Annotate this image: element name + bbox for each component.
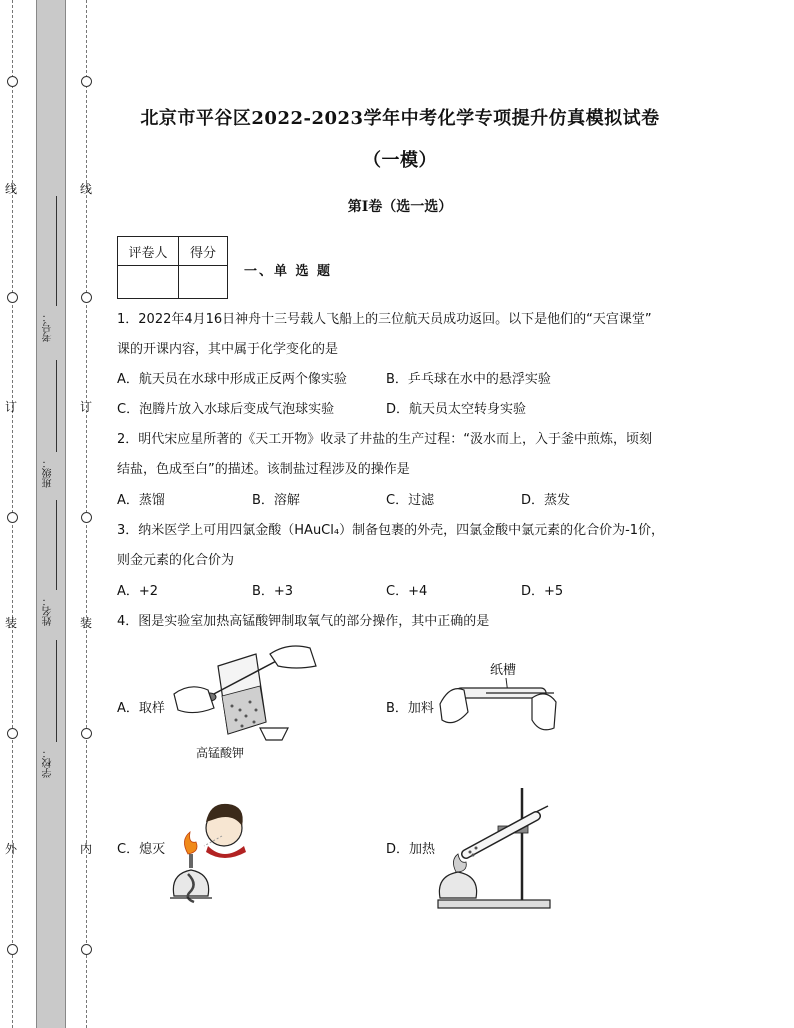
margin-char: 外 — [4, 842, 17, 856]
score-table-grader-cell — [118, 266, 179, 299]
q1-option-a: A．航天员在水球中形成正反两个像实验 — [117, 372, 347, 387]
score-table-header-grader: 评卷人 — [118, 237, 179, 266]
field-exam-number-line — [56, 196, 57, 306]
q4-option-a: A．取样 — [117, 701, 165, 716]
field-class-line — [56, 360, 57, 452]
q2-stem: 2．明代宋应星所著的《天工开物》收录了井盐的生产过程：“汲水而上，入于釜中煎炼，顷刻 — [117, 432, 653, 447]
binding-hole — [7, 76, 18, 87]
field-school-line — [56, 640, 57, 742]
q4-option-c: C．熄灭 — [117, 842, 166, 857]
paper-trough-label: 纸槽 — [490, 663, 517, 678]
field-exam-number: 考号： — [43, 312, 54, 342]
margin-char: 线 — [79, 182, 92, 196]
q2-option-b: B．溶解 — [252, 493, 300, 508]
heating-illustration — [436, 782, 552, 914]
q4-option-d: D．加热 — [386, 842, 436, 857]
field-class: 班级： — [43, 458, 54, 488]
q3-stem: 3．纳米医学上可用四氯金酸（HAuCl₄）制备包裹的外壳，四氯金酸中氯元素的化合价为-1价， — [117, 523, 665, 538]
binding-hole — [81, 728, 92, 739]
binding-hole — [7, 944, 18, 955]
potassium-permanganate-label: 高锰酸钾 — [196, 746, 245, 760]
sampling-illustration — [170, 636, 320, 760]
q1-option-b: B．乒乓球在水中的悬浮实验 — [386, 372, 551, 387]
binding-hole — [81, 512, 92, 523]
field-name: 姓名： — [43, 596, 54, 626]
binding-hole — [81, 76, 92, 87]
binding-margin — [36, 0, 66, 1028]
binding-hole — [81, 292, 92, 303]
margin-char: 订 — [4, 400, 17, 414]
binding-hole — [7, 292, 18, 303]
section-heading: 一、单 选 题 — [244, 264, 333, 279]
binding-hole — [7, 728, 18, 739]
score-table-header-score: 得分 — [179, 237, 228, 266]
q2-option-d: D．蒸发 — [521, 493, 571, 508]
q2-option-c: C．过滤 — [386, 493, 435, 508]
q1-option-c: C．泡腾片放入水球后变成气泡球实验 — [117, 402, 335, 417]
q3-option-c: C．+4 — [386, 584, 428, 599]
q2-stem-cont: 结盐，色成至白”的描述。该制盐过程涉及的操作是 — [117, 462, 410, 477]
q4-stem: 4．图是实验室加热高锰酸钾制取氧气的部分操作，其中正确的是 — [117, 614, 490, 629]
section-title: 第I卷（选一选） — [347, 199, 453, 215]
margin-char: 装 — [79, 616, 92, 630]
margin-char: 装 — [4, 616, 17, 630]
q2-option-a: A．蒸馏 — [117, 493, 165, 508]
exam-title-sub: （一模） — [363, 150, 437, 171]
q4-option-b: B．加料 — [386, 701, 434, 716]
q1-stem-cont: 课的开课内容，其中属于化学变化的是 — [117, 342, 339, 357]
extinguishing-illustration — [166, 792, 262, 916]
q3-option-a: A．+2 — [117, 584, 159, 599]
loading-illustration — [436, 658, 562, 742]
margin-char: 线 — [4, 182, 17, 196]
q1-option-d: D．航天员太空转身实验 — [386, 402, 527, 417]
q3-option-b: B．+3 — [252, 584, 294, 599]
binding-hole — [81, 944, 92, 955]
margin-char: 内 — [79, 842, 92, 856]
q3-option-d: D．+5 — [521, 584, 564, 599]
field-school: 学校： — [43, 748, 54, 778]
q1-stem: 1．2022年4月16日神舟十三号载人飞船上的三位航天员成功返回。以下是他们的“天宫课堂” — [117, 312, 652, 327]
exam-title: 北京市平谷区2022-2023学年中考化学专项提升仿真模拟试卷 — [140, 108, 660, 129]
binding-hole — [7, 512, 18, 523]
score-table — [117, 236, 228, 299]
margin-char: 订 — [79, 400, 92, 414]
field-name-line — [56, 500, 57, 590]
q3-stem-cont: 则金元素的化合价为 — [117, 553, 235, 568]
score-table-score-cell — [179, 266, 228, 299]
